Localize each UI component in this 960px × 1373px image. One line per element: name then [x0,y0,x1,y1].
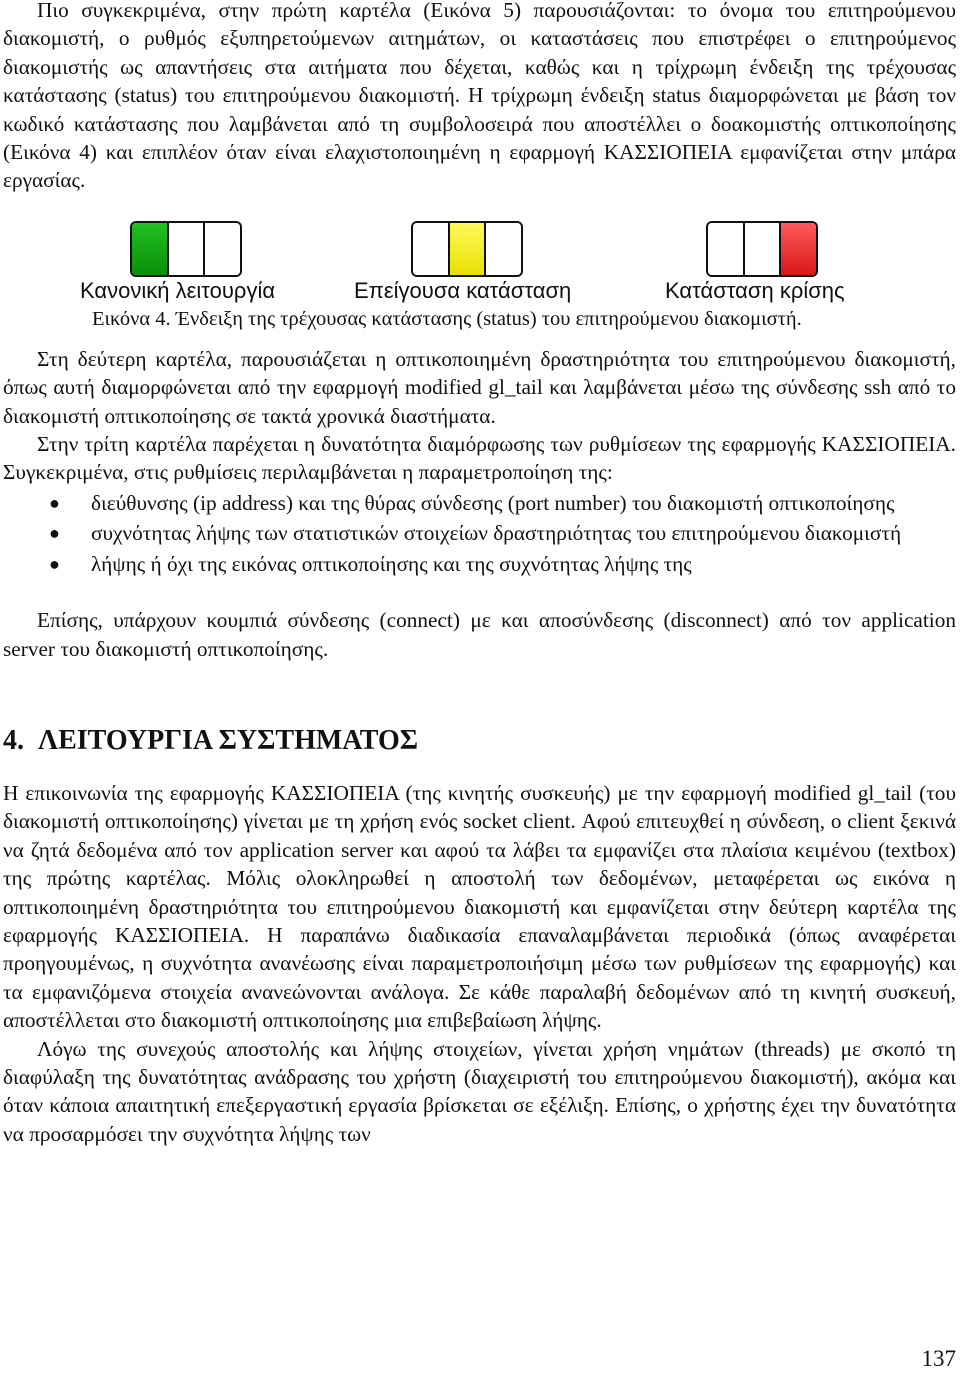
section-heading [3,723,956,759]
indicator-cell [169,223,206,275]
indicator-critical-icon [706,221,818,277]
indicator-cell-yellow-lit [450,223,487,275]
list-item: ● διεύθυνσης (ip address) και της θύρας σύνδεσης (port number) του διακομιστή οπτικοποίησης [3,489,956,517]
indicator-cell [486,223,521,275]
page-number: 137 [921,1346,956,1371]
paragraph-threads: Λόγω της συνεχούς αποστολής και λήψης στοιχείων, γίνεται χρήση νημάτων (threads) με σκοπό τη διαφύλαξη της δυνατότητας ανάδρασης του χρήστη (διαχειριστή του επιτηρούμενου διακομιστή), ακόμα και όταν κάποια απαιτητική επεξεργαστική εργασία βρίσκεται σε εξέλιξη. Επίσης, ο χρήστης έχει την δυνατότητα να προσαρμόσει την συχνότητα λήψης των [3,1036,956,1146]
list-item: ● λήψης ή όχι της εικόνας οπτικοποίησης και της συχνότητας λήψης της [3,550,956,578]
settings-bullet-list [3,489,956,578]
indicator-cell [745,223,782,275]
list-item: ● συχνότητας λήψης των στατιστικών στοιχείων δραστηριότητας του επιτηρούμενου διακομιστή [3,519,956,547]
section-title: ΛΕΙΤΟΥΡΓΙΑ ΣΥΣΤΗΜΑΤΟΣ [38,724,419,756]
indicator-cell-red-lit [781,223,816,275]
paragraph-communication: Η επικοινωνία της εφαρμογής ΚΑΣΣΙΟΠΕΙΑ (της κινητής συσκευής) με την εφαρμογή modified gl_tail (του διακομιστή οπτικοποίησης) γίνεται με τη χρήση ενός socket client. Αφού επιτευχθεί η σύνδεση, ο client ξεκινά να ζητά δεδομένα από τον application server και αφού τα λάβει τα εμφανίζει στα πλαίσια κειμένου (textbox) της πρώτης καρτέλας. Μόλις ολοκληρωθεί η αποστολή των δεδομένων, μεταφέρεται ως εικόνα η οπτικοποιημένη δραστηριότητα του επιτηρούμενου διακομιστή και εμφανίζεται στην δεύτερη καρτέλα της εφαρμογής ΚΑΣΣΙΟΠΕΙΑ. Η παραπάνω διαδικασία επαναλαμβάνεται περιοδικά (όπως αναφέρεται προηγουμένως, η συχνότητα ανανέωσης είναι παραμετροποιήσιμη μέσω των ρυθμίσεων της εφαρμογής) και τα εμφανιζόμενα στοιχεία ανανεώνονται ανάλογα. Σε κάθε παραλαβή δεδομένων από τη κινητή συσκευή, αποστέλλεται στο διακομιστή οπτικοποίησης μια επιβεβαίωση λήψης. [3,780,956,1033]
status-indicator-figure [3,195,956,331]
bullet-icon: ● [49,553,60,574]
indicator-cell [708,223,745,275]
indicator-cell [413,223,450,275]
indicator-label-normal: Κανονική λειτουργία [80,277,276,303]
bullet-icon: ● [49,492,60,513]
document-page [3,0,956,1148]
paragraph-third-tab: Στην τρίτη καρτέλα παρέχεται η δυνατότητα διαμόρφωσης των ρυθμίσεων της εφαρμογής ΚΑΣΣΙΟΠΕΙΑ. Συγκεκριμένα, στις ρυθμίσεις περιλαμβάνεται η παραμετροποίηση της: [3,432,956,485]
bullet-icon: ● [49,523,60,544]
figure-caption: Εικόνα 4. Ένδειξη της τρέχουσας κατάστασης (status) του επιτηρούμενου διακομιστή. [92,307,802,330]
paragraph-connect-buttons: Επίσης, υπάρχουν κουμπιά σύνδεσης (connect) με και αποσύνδεσης (disconnect) από τον application server του διακομιστή οπτικοποίησης. [3,608,956,661]
indicator-cell-green-lit [132,223,169,275]
indicator-urgent-icon [411,221,523,277]
indicator-label-critical: Κατάσταση κρίσης [665,277,845,303]
paragraph-second-tab: Στη δεύτερη καρτέλα, παρουσιάζεται η οπτικοποιημένη δραστηριότητα του επιτηρούμενου διακομιστή, όπως αυτή διαμορφώνεται από την εφαρμογή modified gl_tail και λαμβάνεται μέσω της σύνδεσης ssh από το διακομιστή οπτικοποίησης σε τακτά χρονικά διαστήματα. [3,346,956,428]
section-number: 4. [3,724,24,756]
paragraph-first-tab: Πιο συγκεκριμένα, στην πρώτη καρτέλα (Εικόνα 5) παρουσιάζονται: το όνομα του επιτηρούμενου διακομιστή, ο ρυθμός εξυπηρετούμενων αιτημάτων, οι καταστάσεις που επιστρέφει ο επιτηρούμενος διακομιστής ως απαντήσεις στα αιτήματα που δέχεται, καθώς και η τρίχρωμη ένδειξη της τρέχουσας κατάστασης (status) του επιτηρούμενου διακομιστή. Η τρίχρωμη ένδειξη status διαμορφώνεται με βάση τον κωδικό κατάστασης που λαμβάνεται από τη συμβολοσειρά που αποστέλλει ο δοακομιστής οπτικοποίησης (Εικόνα 4) και επιπλέον όταν είναι ελαχιστοποιημένη η εφαρμογή ΚΑΣΣΙΟΠΕΙΑ εμφανίζεται στην μπάρα εργασίας. [3,0,956,193]
indicator-label-urgent: Επείγουσα κατάσταση [354,277,572,303]
indicator-normal-icon [130,221,242,277]
indicator-cell [205,223,240,275]
